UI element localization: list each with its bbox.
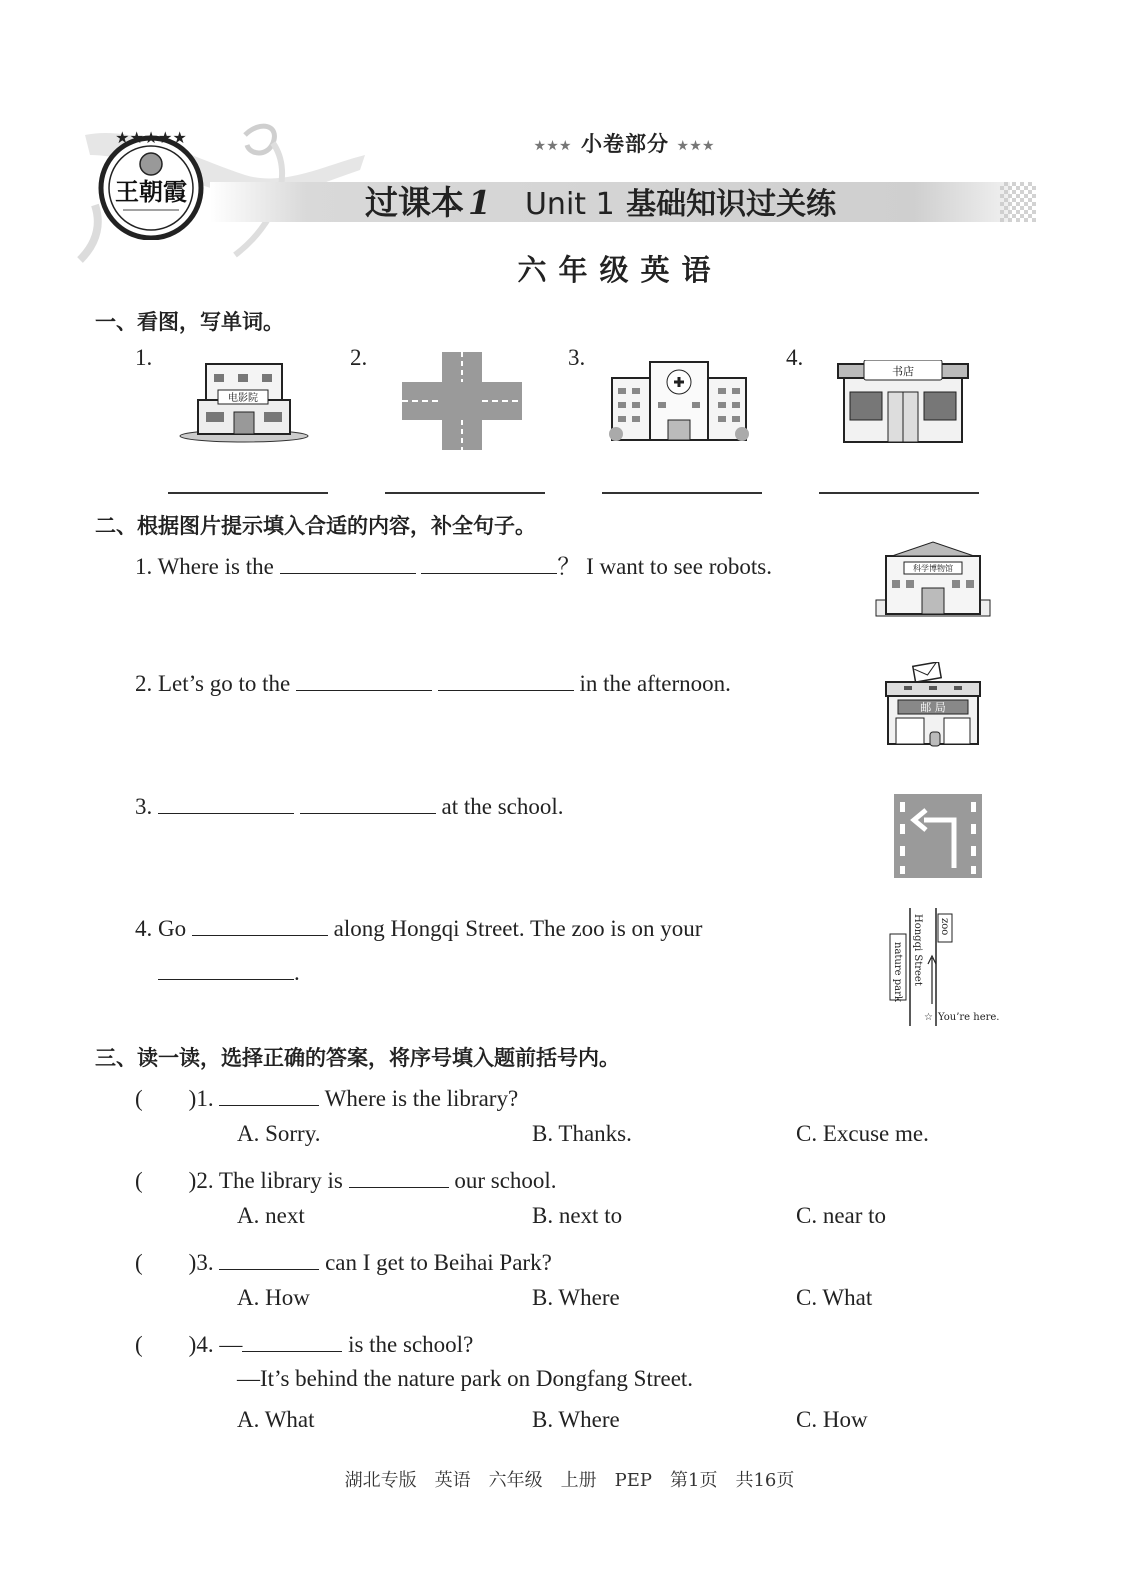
hospital-icon [608,360,750,444]
answer-line[interactable] [168,492,328,494]
section-tag: ★★★ 小卷部分 ★★★ [534,131,716,156]
brand-logo [95,128,207,240]
svg-text:邮 局: 邮 局 [920,701,946,714]
fill-blank[interactable] [300,813,436,814]
brand-name: 王朝霞 [115,177,187,206]
svg-text:★★★★★: ★★★★★ [115,128,187,147]
part1-heading: 一、看图，写单词。 [95,310,284,334]
answer-line[interactable] [819,492,979,494]
option-b[interactable]: B. next to [532,1203,623,1228]
page-footer: 湖北专版 英语 六年级 上册 PEP 第1页 共16页 [344,1470,795,1491]
turn-left-icon [894,794,982,878]
dialogue-answer: —It’s behind the nature park on Dongfang Street. [237,1366,694,1391]
option-c[interactable]: C. Excuse me. [796,1121,929,1146]
crossing-icon [402,352,522,450]
svg-text:电影院: 电影院 [228,393,258,404]
cinema-icon [178,360,310,444]
fill-blank[interactable] [242,1351,342,1352]
fill-blank[interactable] [296,690,432,691]
fill-blank[interactable] [438,690,574,691]
part3-question-3: ( )3. can I get to Beihai Park? [135,1250,552,1275]
street-map-icon [886,904,1012,1028]
part3-question-1: ( )1. Where is the library? [135,1086,519,1111]
part1-item-number: 1. [135,345,153,370]
page-subtitle: 六年级英语 [517,253,723,287]
fill-blank[interactable] [219,1105,319,1106]
page-title: 过课本 1 Unit 1 基础知识过关练 [365,183,837,222]
option-b[interactable]: B. Where [532,1285,620,1310]
option-c[interactable]: C. How [796,1407,868,1432]
option-b[interactable]: B. Thanks. [532,1121,632,1146]
answer-line[interactable] [385,492,545,494]
part2-question-1: 1. Where is the ？ I want to see robots. [135,554,772,579]
fill-blank[interactable] [192,935,328,936]
option-a[interactable]: A. What [237,1407,315,1432]
post-office-icon [884,662,982,750]
option-a[interactable]: A. Sorry. [237,1121,321,1146]
map-nature-park: nature park [892,942,903,1002]
answer-line[interactable] [602,492,762,494]
map-you-are-here: You’re here. [938,1012,1000,1023]
checker-decoration [1000,182,1036,222]
option-a[interactable]: A. How [237,1285,310,1310]
part2-heading: 二、根据图片提示填入合适的内容，补全句子。 [95,514,536,538]
option-c[interactable]: C. What [796,1285,873,1310]
science-museum-icon [872,540,994,620]
answer-bracket[interactable]: ( ) [135,1250,197,1275]
svg-text:☆: ☆ [924,1012,933,1023]
part2-question-2: 2. Let’s go to the in the afternoon. [135,671,731,696]
part3-question-2: ( )2. The library is our school. [135,1168,557,1193]
fill-blank[interactable] [421,573,557,574]
fill-blank[interactable] [158,979,294,980]
fill-blank[interactable] [349,1187,449,1188]
part1-item-number: 4. [786,345,804,370]
part3-heading: 三、读一读，选择正确的答案，将序号填入题前括号内。 [95,1046,620,1070]
part1-item-number: 3. [568,345,586,370]
part2-question-4: 4. Go along Hongqi Street. The zoo is on your [135,916,703,941]
svg-text:科学博物馆: 科学博物馆 [913,564,953,573]
fill-blank[interactable] [280,573,416,574]
map-street: Hongqi Street [912,914,923,986]
fill-blank[interactable] [219,1269,319,1270]
bookstore-icon [836,360,970,444]
fill-blank[interactable] [158,813,294,814]
part2-question-3: 3. at the school. [135,794,564,819]
option-a[interactable]: A. next [237,1203,305,1228]
answer-bracket[interactable]: ( ) [135,1086,197,1111]
part1-item-number: 2. [350,345,368,370]
option-b[interactable]: B. Where [532,1407,620,1432]
option-c[interactable]: C. near to [796,1203,887,1228]
svg-text:书店: 书店 [892,365,914,378]
answer-bracket[interactable]: ( ) [135,1332,197,1357]
map-zoo: zoo [939,918,950,936]
part2-question-4-cont: . [158,960,300,986]
answer-bracket[interactable]: ( ) [135,1168,197,1193]
part3-question-4: ( )4. — is the school? [135,1332,474,1357]
